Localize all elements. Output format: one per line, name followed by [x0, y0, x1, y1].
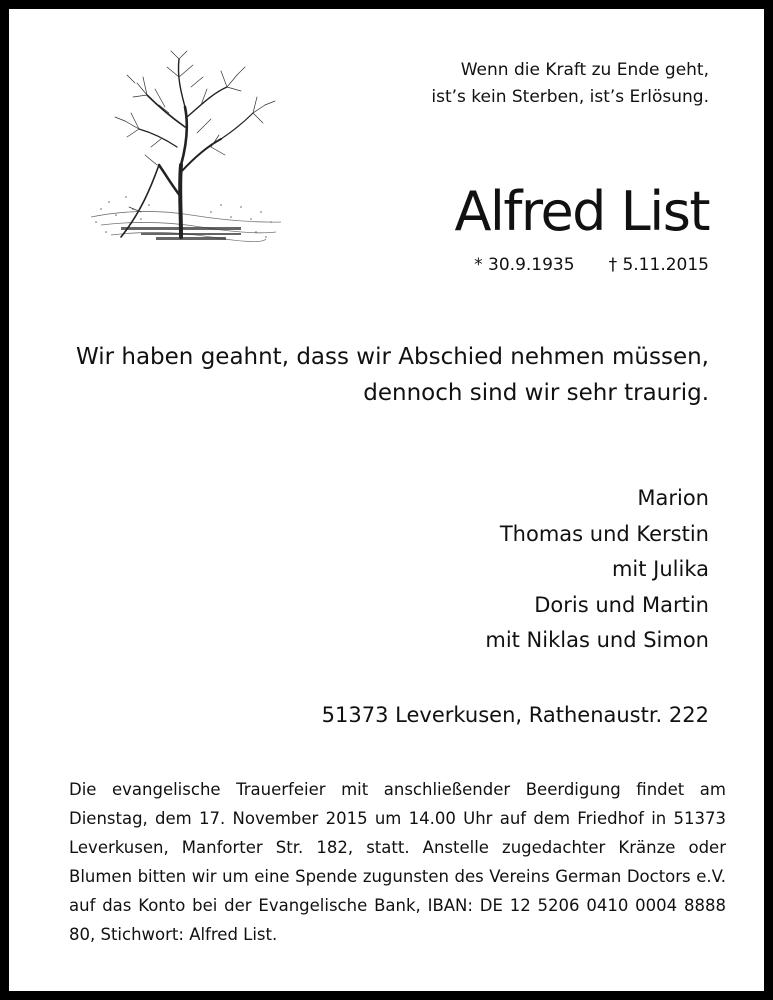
mourners-list [485, 481, 709, 659]
mourner-line: mit Julika [611, 557, 709, 581]
mourner-line: Marion [637, 486, 709, 510]
birth-date: * 30.9.1935 [474, 255, 575, 275]
death-date: † 5.11.2015 [608, 255, 709, 275]
address: 51373 Leverkusen, Rathenaustr. 222 [321, 703, 709, 727]
mourner-line: Doris und Martin [534, 592, 709, 617]
motto [431, 57, 709, 111]
motto-line-1: Wenn die Kraft zu Ende geht, [460, 60, 709, 80]
mourner-line: mit Niklas und Simon [485, 628, 709, 652]
funeral-notice: Die evangelische Trauerfeier mit anschließender Beerdigung findet am Dienstag, dem 17. November 2015 um 14.00 Uhr auf dem Friedhof in 51373 Leverkusen, Manforter Str. 182, statt. Anstelle zugedachter Kränze oder Blumen bitten wir um eine Spende zugunsten des Vereins German Doctors e.V. auf das Konto bei der Evangelische Bank, IBAN: DE 12 5206 0410 0004 8888 80, Stichwort: Alfred List. [69, 780, 726, 944]
motto-line-2: ist’s kein Sterben, ist’s Erlösung. [431, 87, 709, 107]
life-dates [474, 253, 709, 277]
deceased-name: Alfred List [454, 180, 709, 243]
verse [76, 339, 709, 411]
verse-line-2: dennoch sind wir sehr traurig. [363, 380, 709, 406]
tree-icon [81, 47, 291, 265]
verse-line-1: Wir haben geahnt, dass wir Abschied nehmen müssen, [75, 344, 709, 370]
mourner-line: Thomas und Kerstin [499, 521, 709, 546]
